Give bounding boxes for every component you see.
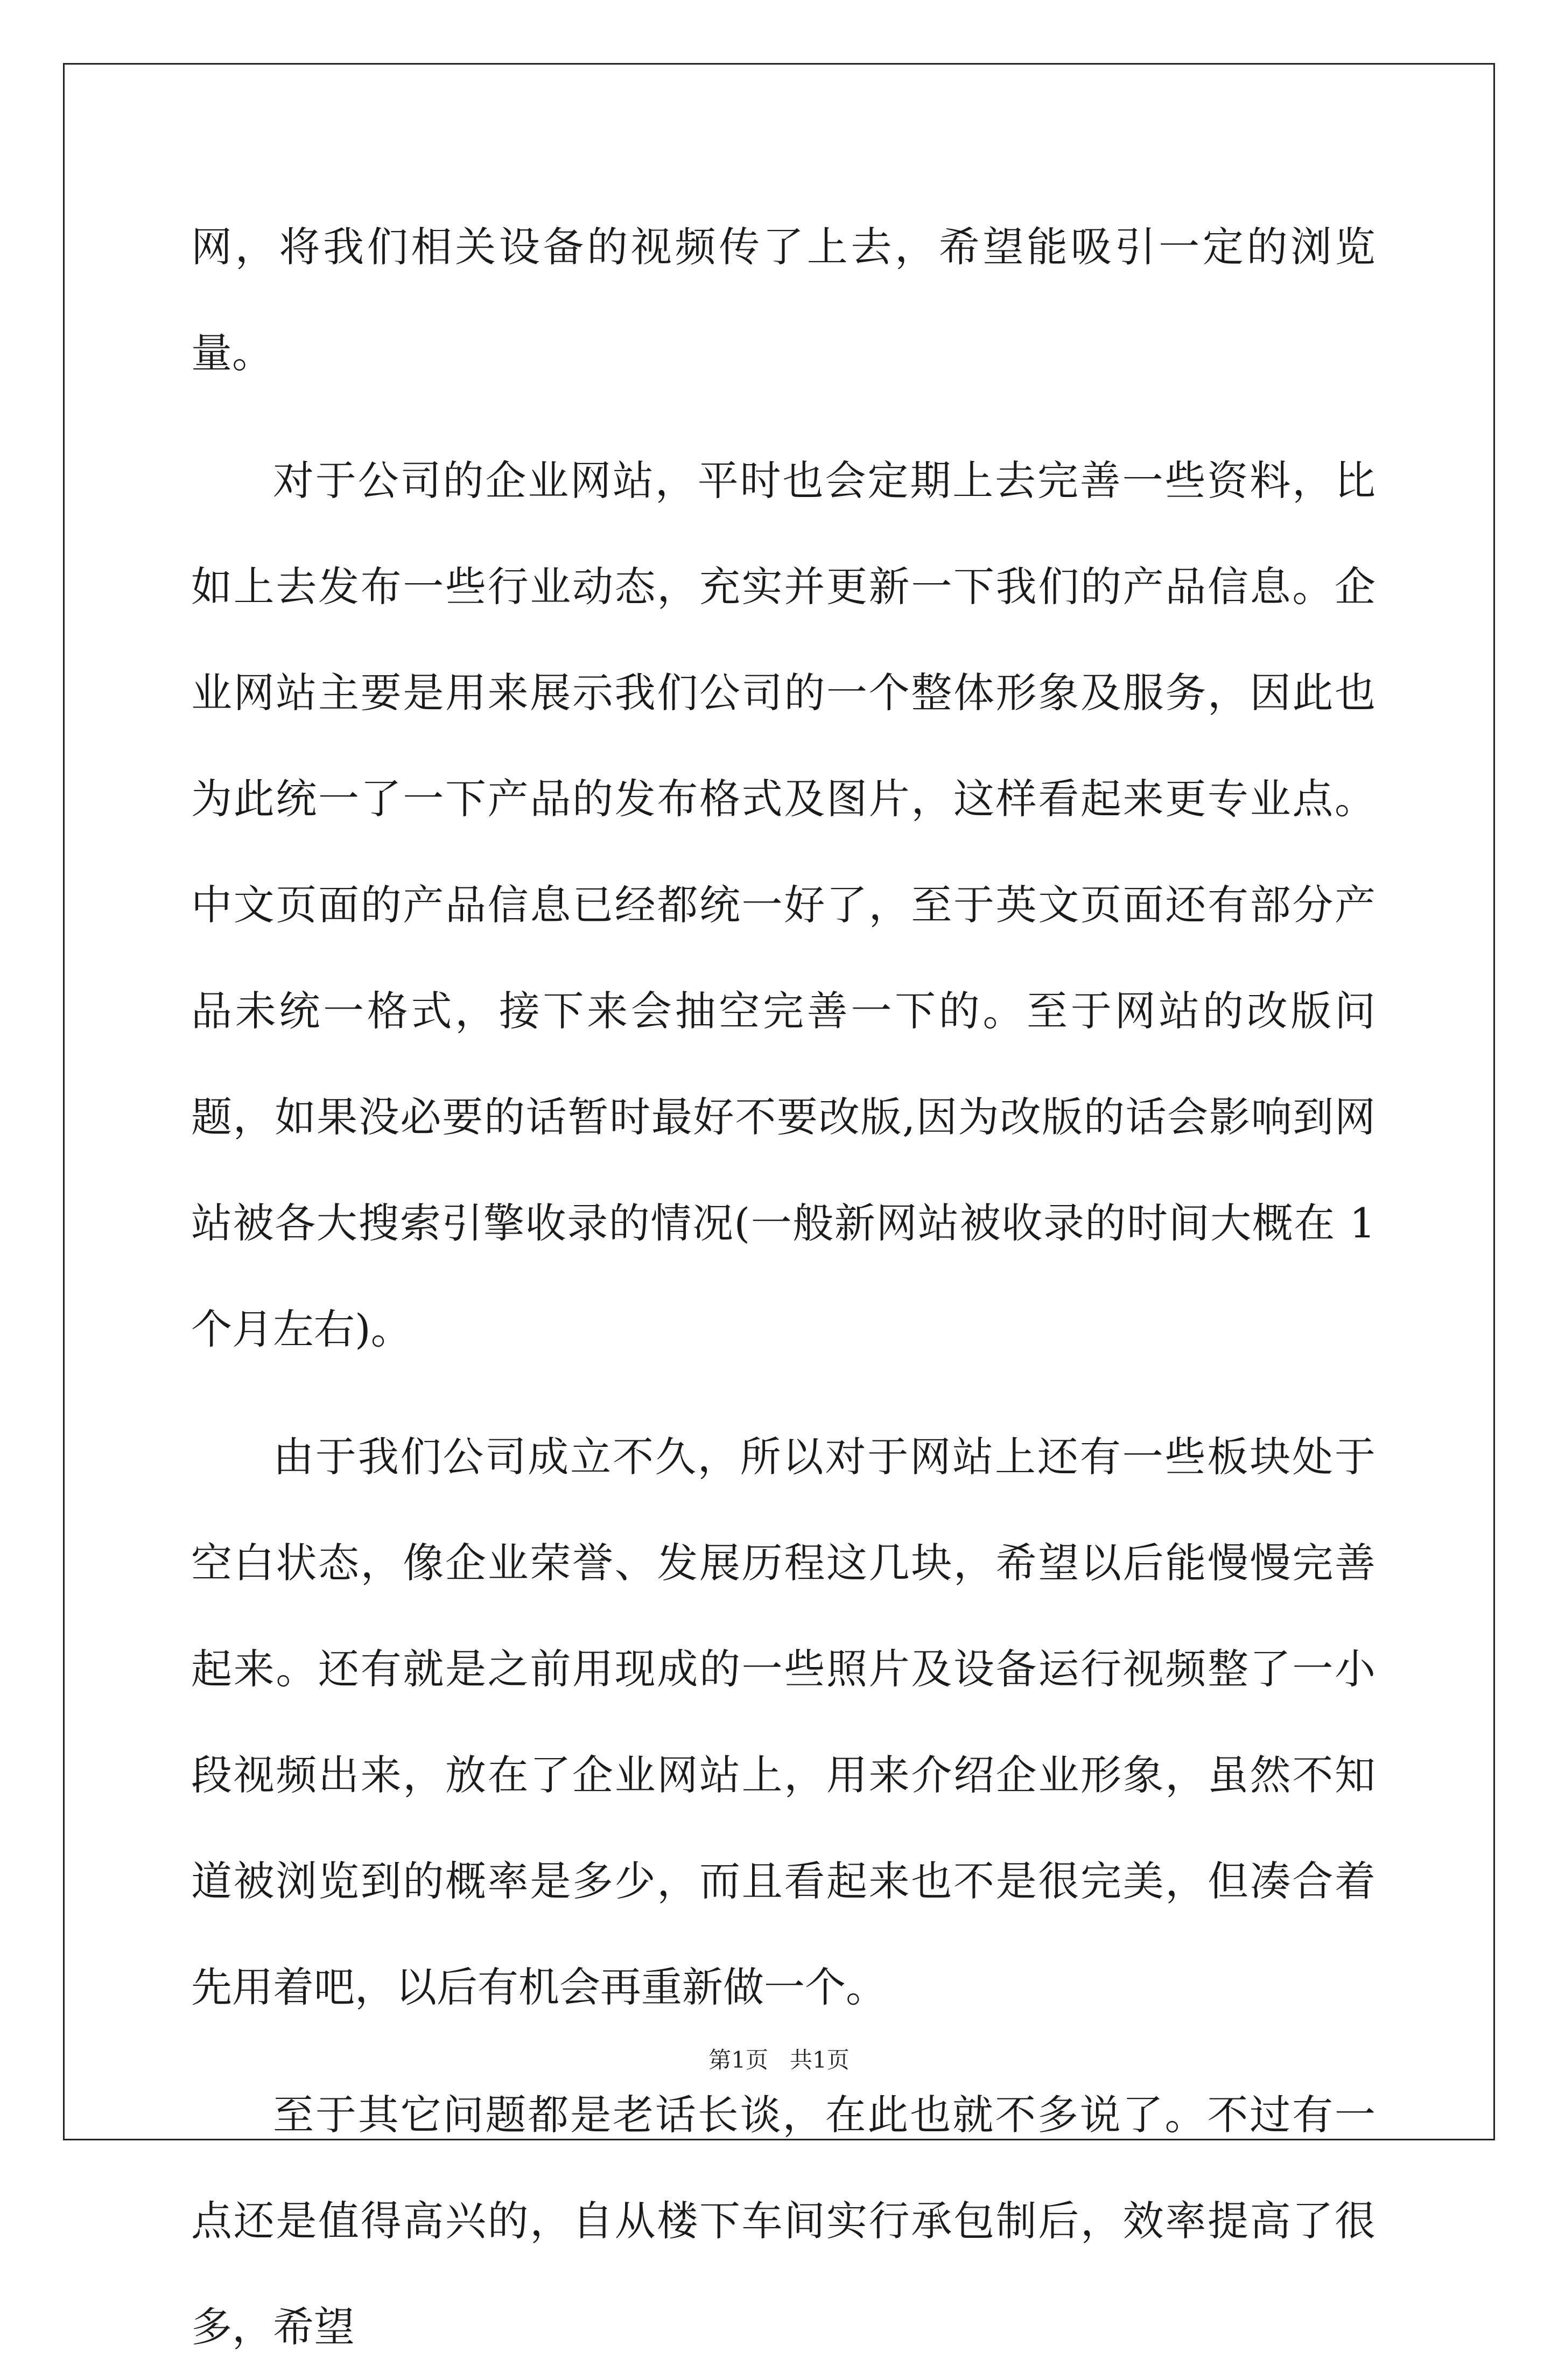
paragraph-4: 至于其它问题都是老话长谈，在此也就不多说了。不过有一点还是值得高兴的，自从楼下车间实行承包制后，效率提高了很多，希望 — [191, 2091, 1375, 2351]
paragraph-3: 由于我们公司成立不久，所以对于网站上还有一些板块处于空白状态，像企业荣誉、发展历程这几块，希望以后能慢慢完善起来。还有就是之前用现成的一些照片及设备运行视频整了一小段视频出来，放在了企业网站上，用来介绍企业形象，虽然不知道被浏览到的概率是多少，而且看起来也不是很完美，但凑合着先用着吧，以后有机会再重新做一个。 — [191, 1433, 1375, 2011]
paragraph-2: 对于公司的企业网站，平时也会定期上去完善一些资料，比如上去发布一些行业动态，充实并更新一下我们的产品信息。企业网站主要是用来展示我们公司的一个整体形象及服务，因此也为此统一了一下产品的发布格式及图片，这样看起来更专业点。中文页面的产品信息已经都统一好了，至于英文页面还有部分产品未统一格式，接下来会抽空完善一下的。至于网站的改版问题，如果没必要的话暂时最好不要改版,因为改版的话会影响到网站被各大搜索引擎收录的情况(一般新网站被收录的时间大概在 1 个月左右)。 — [191, 457, 1375, 1353]
paragraph-1: 网，将我们相关设备的视频传了上去，希望能吸引一定的浏览量。 — [191, 223, 1375, 377]
page-footer: 第1页 共1页 — [708, 2047, 850, 2073]
